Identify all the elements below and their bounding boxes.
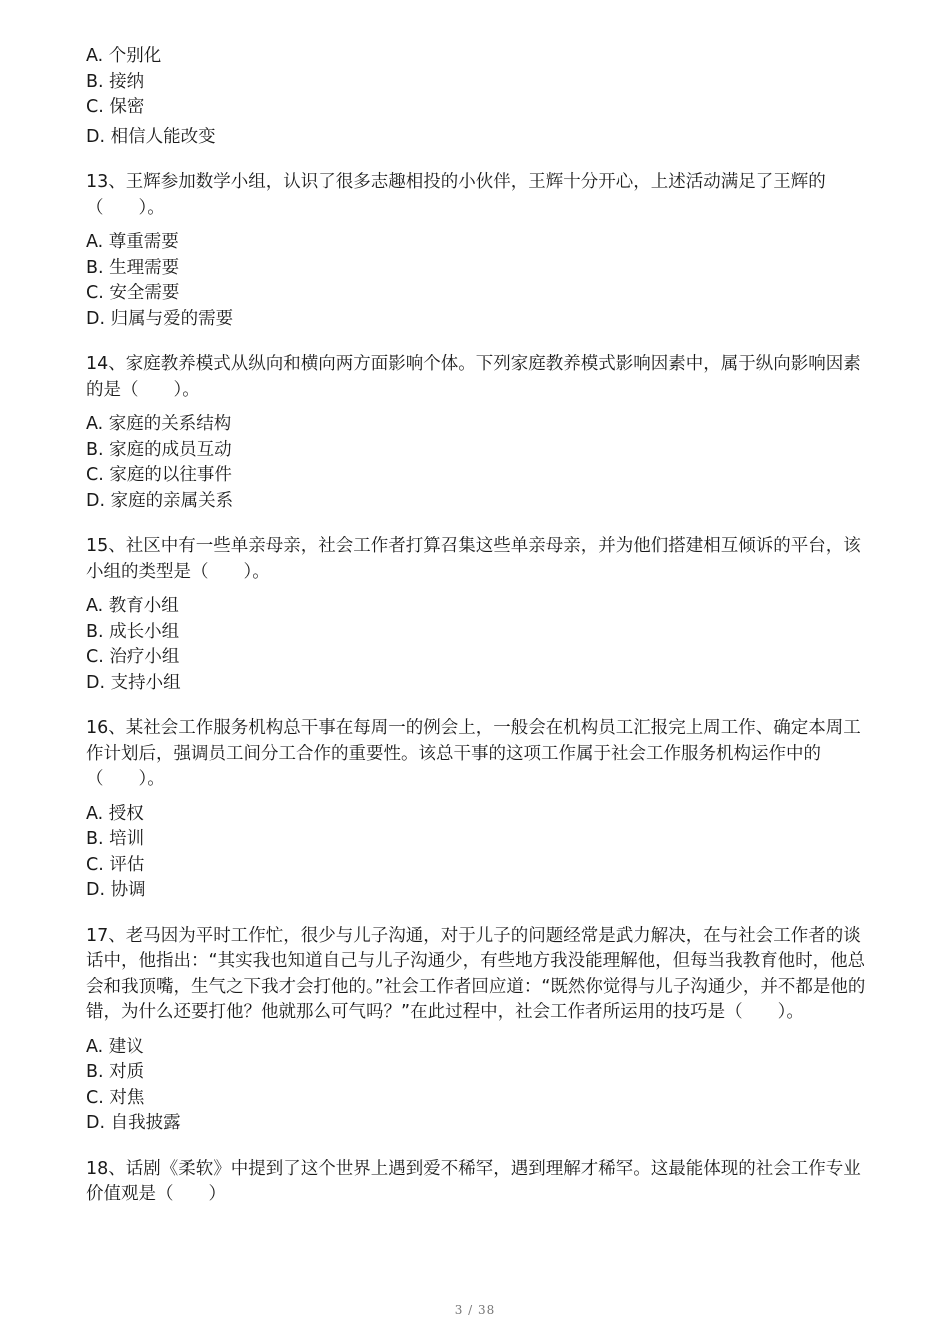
option-d: D. 相信人能改变 [86, 126, 216, 147]
option-c: C. 评估 [86, 854, 145, 875]
question-text: 13、王辉参加数学小组，认识了很多志趣相投的小伙伴，王辉十分开心，上述活动满足了王辉的（ ）。 [86, 172, 826, 218]
option-b: B. 成长小组 [86, 621, 180, 642]
option-b: B. 接纳 [86, 71, 145, 92]
question-text: 15、社区中有一些单亲母亲，社会工作者打算召集这些单亲母亲，并为他们搭建相互倾诉的平台，该小组的类型是（ ）。 [86, 536, 861, 582]
question-text: 17、老马因为平时工作忙，很少与儿子沟通，对于儿子的问题经常是武力解决，在与社会工作者的谈话中，他指出：“其实我也知道自己与儿子沟通少，有些地方我没能理解他，但每当我教育他时，他总会和我顶嘴，生气之下我才会打他的。”社会工作者回应道：“既然你觉得与儿子沟通少，并不都是他的错，为什么还要打他？他就那么可气吗？”在此过程中，社会工作者所运用的技巧是（ ）。 [86, 925, 866, 1022]
option-d: D. 支持小组 [86, 672, 181, 693]
option-b: B. 对质 [86, 1062, 145, 1082]
question-14 [86, 352, 876, 514]
option-a: A. 建议 [86, 1036, 144, 1057]
question-12-options [86, 44, 876, 150]
question-text: 14、家庭教养模式从纵向和横向两方面影响个体。下列家庭教养模式影响因素中，属于纵向影响因素的是（ ）。 [86, 354, 861, 400]
option-b: B. 家庭的成员互动 [86, 439, 232, 460]
option-b: B. 培训 [86, 829, 145, 849]
question-13 [86, 170, 876, 332]
option-b: B. 生理需要 [86, 257, 180, 278]
question-text: 18、话剧《柔软》中提到了这个世界上遇到爱不稀罕，遇到理解才稀罕。这最能体现的社会工作专业价值观是（ ） [86, 1158, 861, 1204]
question-16 [86, 716, 876, 904]
option-c: C. 治疗小组 [86, 647, 180, 667]
option-d: D. 自我披露 [86, 1113, 181, 1133]
option-c: C. 安全需要 [86, 283, 180, 303]
option-d: D. 协调 [86, 880, 146, 900]
option-d: D. 家庭的亲属关系 [86, 490, 234, 511]
option-a: A. 个别化 [86, 46, 162, 66]
option-a: A. 家庭的关系结构 [86, 414, 232, 434]
option-a: A. 尊重需要 [86, 232, 179, 252]
question-15 [86, 534, 876, 696]
question-18 [86, 1157, 876, 1208]
option-c: C. 家庭的以往事件 [86, 465, 232, 485]
question-17 [86, 924, 876, 1137]
option-a: A. 教育小组 [86, 596, 179, 616]
option-a: A. 授权 [86, 803, 144, 824]
page-number: 3 / 38 [454, 1303, 496, 1317]
option-d: D. 归属与爱的需要 [86, 308, 234, 329]
document-page [86, 44, 876, 1217]
option-c: C. 保密 [86, 97, 145, 117]
option-c: C. 对焦 [86, 1087, 145, 1108]
question-text: 16、某社会工作服务机构总干事在每周一的例会上，一般会在机构员工汇报完上周工作、确定本周工作计划后，强调员工间分工合作的重要性。该总干事的这项工作属于社会工作服务机构运作中的（ ）。 [86, 718, 861, 789]
